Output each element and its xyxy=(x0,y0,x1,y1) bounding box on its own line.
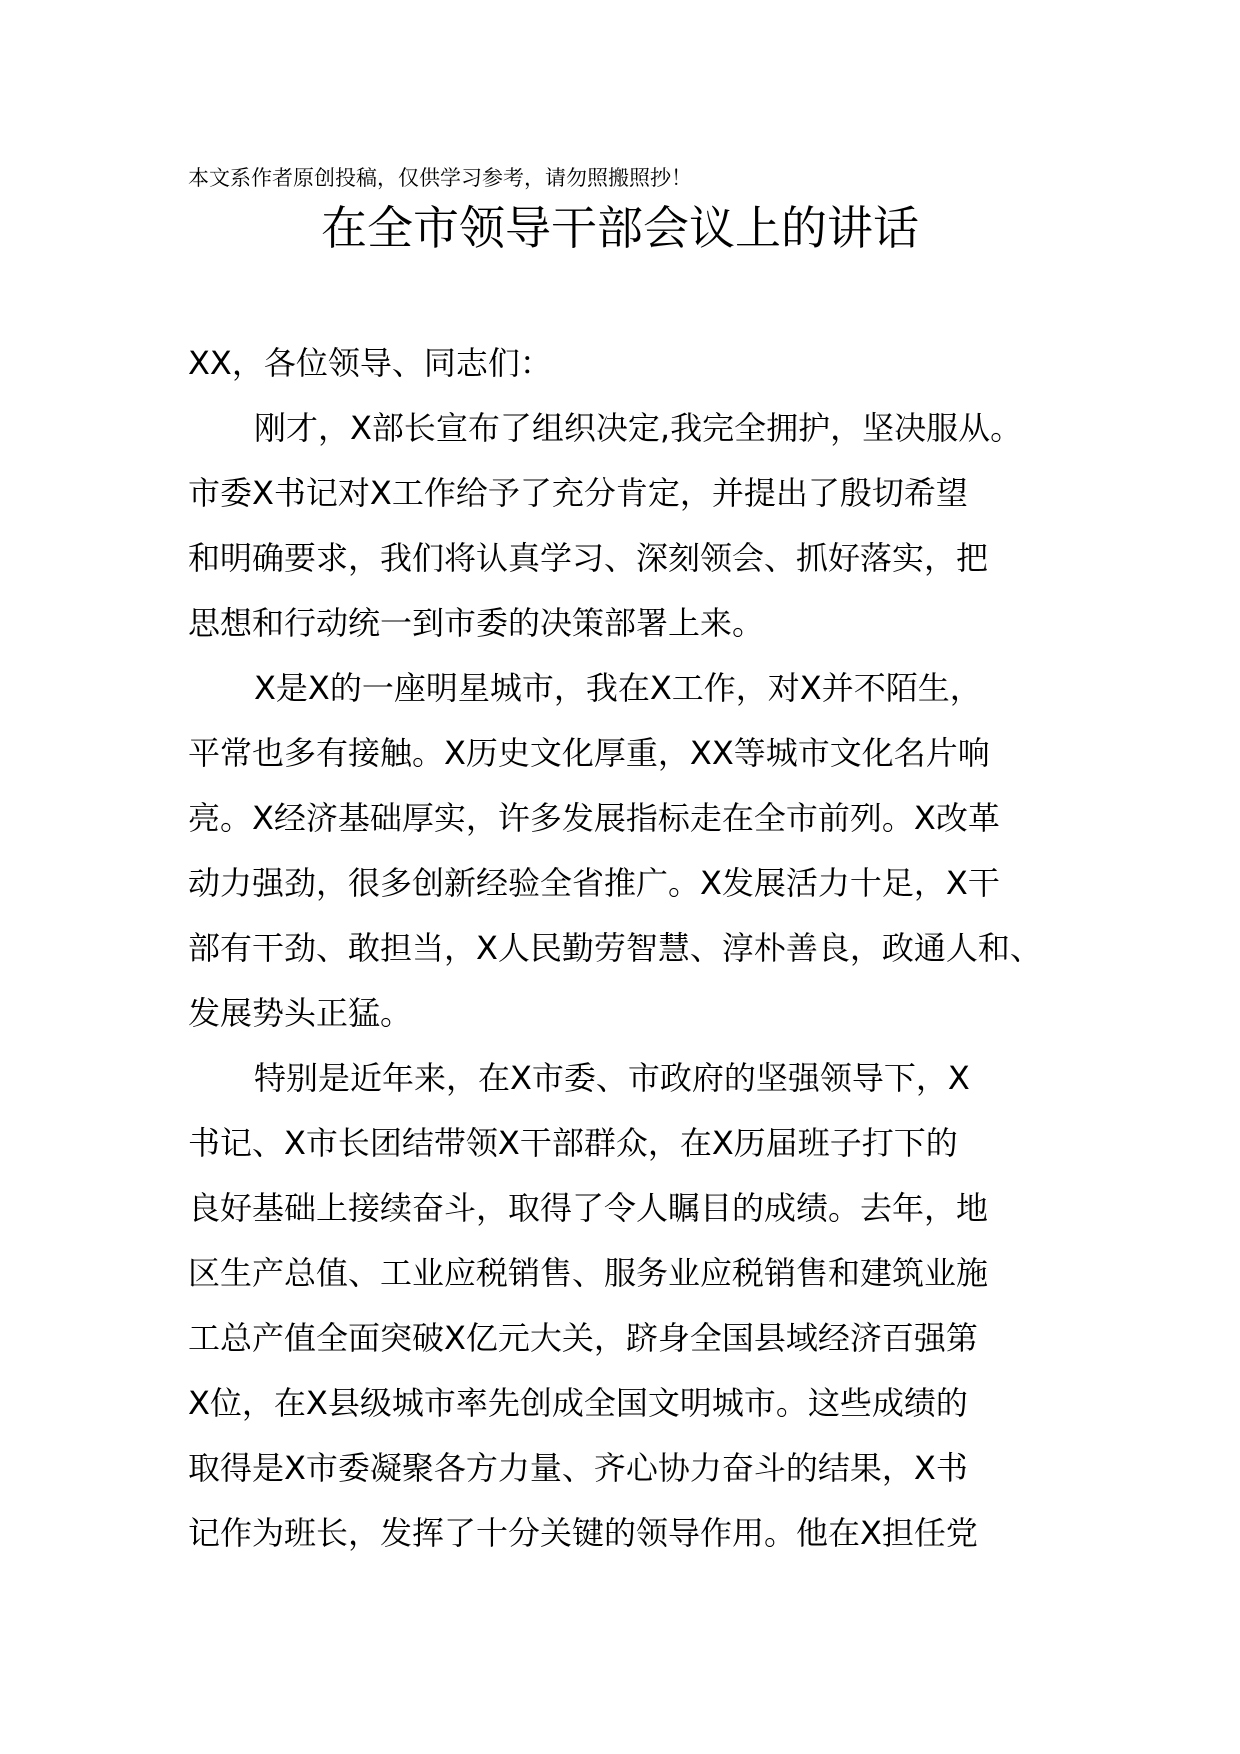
speech-body xyxy=(188,331,1088,1566)
paragraph-3-line-4: 区生产总值、工业应税销售、服务业应税销售和建筑业施 xyxy=(188,1254,989,1292)
paragraph-3-line-1: 特别是近年来，在X市委、市政府的坚强领导下，X xyxy=(254,1059,970,1097)
paragraph-2-line-4: 动力强劲，很多创新经验全省推广。X发展活力十足，X干 xyxy=(188,864,1000,902)
paragraph-3-line-3: 良好基础上接续奋斗，取得了令人瞩目的成绩。去年，地 xyxy=(188,1189,989,1227)
paragraph-2-line-1: X是X的一座明星城市，我在X工作，对X并不陌生， xyxy=(254,669,982,707)
paragraph-3-line-2: 书记、X市长团结带领X干部群众，在X历届班子打下的 xyxy=(188,1124,958,1162)
paragraph-1-line-1: 刚才，X部长宣布了组织决定,我完全拥护，坚决服从。 xyxy=(254,409,1023,447)
paragraph-1-line-4: 思想和行动统一到市委的决策部署上来。 xyxy=(188,604,765,642)
paragraph-2-line-5: 部有干劲、敢担当，X人民勤劳智慧、淳朴善良，政通人和、 xyxy=(188,929,1042,967)
salutation-line: XX，各位领导、同志们： xyxy=(188,344,552,382)
paragraph-1-line-2: 市委X书记对X工作给予了充分肯定，并提出了殷切希望 xyxy=(188,474,968,512)
paragraph-3-line-7: 取得是X市委凝聚各方力量、齐心协力奋斗的结果，X书 xyxy=(188,1449,968,1487)
paragraph-2-line-6: 发展势头正猛。 xyxy=(188,994,413,1032)
paragraph-3-line-5: 工总产值全面突破X亿元大关，跻身全国县域经济百强第 xyxy=(188,1319,978,1357)
copyright-notice: 本文系作者原创投稿，仅供学习参考，请勿照搬照抄！ xyxy=(188,166,692,190)
paragraph-3-line-8: 记作为班长，发挥了十分关键的领导作用。他在X担任党 xyxy=(188,1514,978,1552)
paragraph-2-line-3: 亮。X经济基础厚实，许多发展指标走在全市前列。X改革 xyxy=(188,799,1000,837)
paragraph-2-line-2: 平常也多有接触。X历史文化厚重，XX等城市文化名片响 xyxy=(188,734,990,772)
page-title: 在全市领导干部会议上的讲话 xyxy=(321,201,919,255)
paragraph-3-line-6: X位，在X县级城市率先创成全国文明城市。这些成绩的 xyxy=(188,1384,968,1422)
paragraph-1-line-3: 和明确要求，我们将认真学习、深刻领会、抓好落实，把 xyxy=(188,539,989,577)
